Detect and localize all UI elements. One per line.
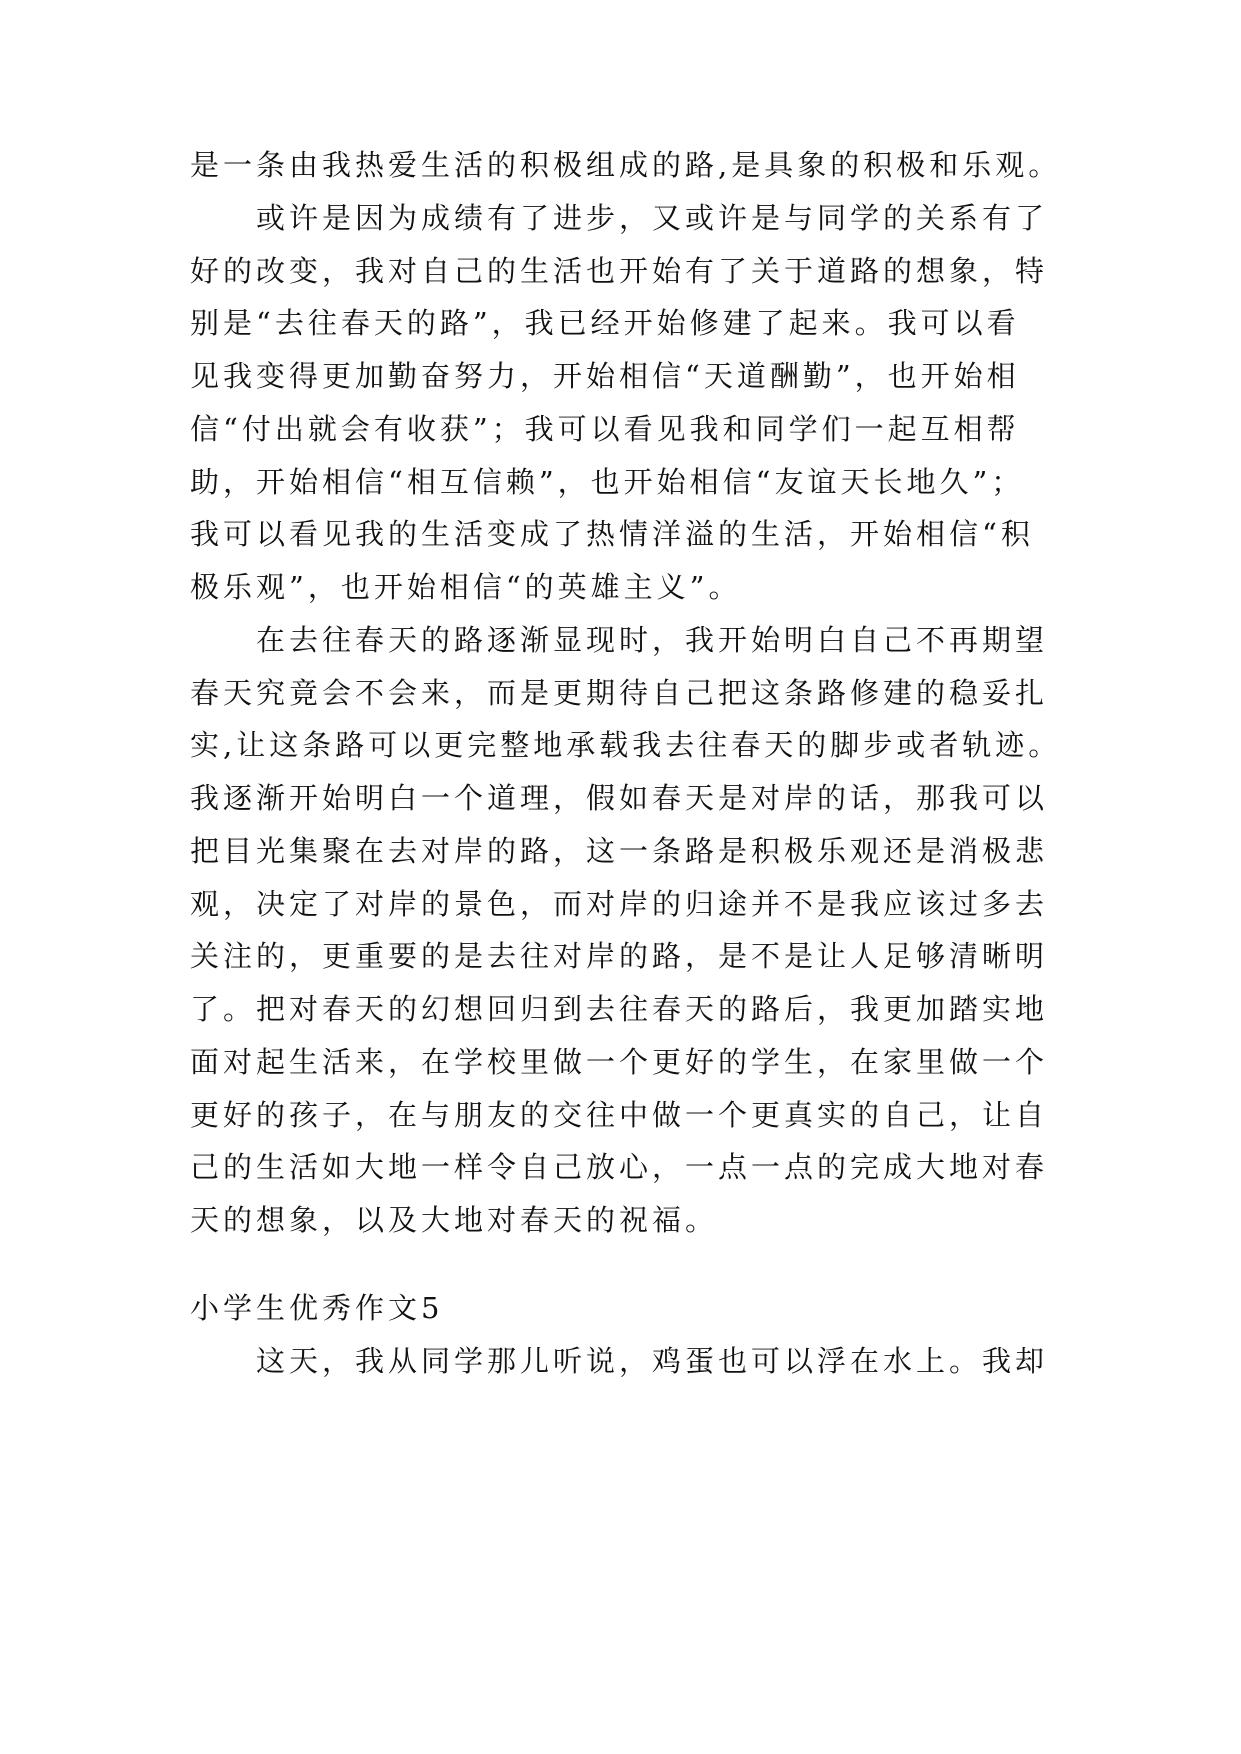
paragraph-line: 把目光集聚在去对岸的路，这一条路是积极乐观还是消极悲 (190, 833, 1049, 868)
document-body (190, 139, 1200, 1387)
paragraph-line: 或许是因为成绩有了进步，又或许是与同学的关系有了 (256, 200, 1049, 235)
section-heading: 小学生优秀作文5 (190, 1290, 444, 1325)
paragraph-line: 好的改变，我对自己的生活也开始有了关于道路的想象，特 (190, 253, 1049, 288)
paragraph (190, 139, 1200, 192)
paragraph-line: 了。把对春天的幻想回归到去往春天的路后，我更加踏实地 (190, 992, 1049, 1026)
paragraph-line: 在去往春天的路逐渐显现时，我开始明白自己不再期望 (256, 622, 1049, 657)
paragraph-line: 极乐观”，也开始相信“的英雄主义”。 (190, 570, 742, 604)
paragraph-line: 助，开始相信“相互信赖”，也开始相信“友谊天长地久”； (190, 464, 1025, 499)
paragraph-line: 我逐渐开始明白一个道理，假如春天是对岸的话，那我可以 (190, 781, 1049, 815)
paragraph-line: 更好的孩子，在与朋友的交往中做一个更真实的自己，让自 (190, 1097, 1049, 1132)
paragraph-line: 我可以看见我的生活变成了热情洋溢的生活，开始相信“积 (190, 517, 1034, 552)
paragraph-line: 观，决定了对岸的景色，而对岸的归途并不是我应该过多去 (190, 886, 1049, 921)
paragraph (190, 1335, 1200, 1388)
paragraph-line: 春天究竟会不会来，而是更期待自己把这条路修建的稳妥扎 (190, 675, 1049, 710)
paragraph-line: 是一条由我热爱生活的积极组成的路,是具象的积极和乐观。 (190, 148, 1062, 182)
paragraph-line: 面对起生活来，在学校里做一个更好的学生，在家里做一个 (190, 1044, 1049, 1079)
paragraph-line: 关注的，更重要的是去往对岸的路，是不是让人足够清晰明 (190, 939, 1049, 974)
paragraph-line: 信“付出就会有收获”；我可以看见我和同学们一起互相帮 (190, 411, 1020, 446)
paragraph-line: 这天，我从同学那儿听说，鸡蛋也可以浮在水上。我却 (256, 1343, 1049, 1378)
paragraph-line: 己的生活如大地一样令自己放心，一点一点的完成大地对春 (190, 1150, 1049, 1185)
paragraph-line: 天的想象，以及大地对春天的祝福。 (190, 1203, 719, 1237)
paragraph-line: 见我变得更加勤奋努力，开始相信“天道酬勤”，也开始相 (190, 359, 1020, 393)
paragraph-line: 实,让这条路可以更完整地承载我去往春天的脚步或者轨迹。 (190, 728, 1062, 763)
paragraph-line: 别是“去往春天的路”，我已经开始修建了起来。我可以看 (190, 306, 1020, 341)
paragraph (190, 614, 1200, 1247)
paragraph (190, 192, 1200, 614)
